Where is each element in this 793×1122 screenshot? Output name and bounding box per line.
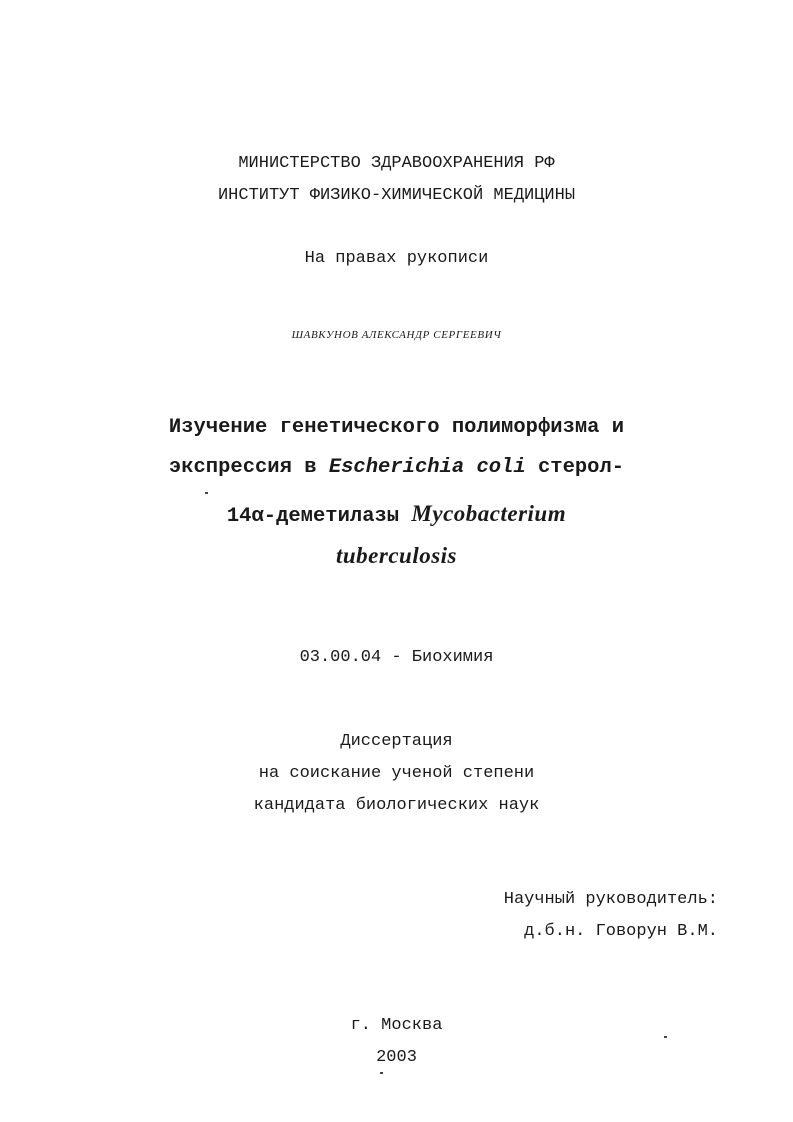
supervisor-label: Научный руководитель: [503,890,718,909]
dissertation-purpose: на соискание ученой степени [258,764,535,783]
title-line-2-suffix: стерол- [525,456,625,479]
dissertation-label: Диссертация [340,732,453,751]
dissertation-degree: кандидата биологических наук [253,796,540,815]
specialty-code: 03.00.04 - Биохимия [299,648,494,667]
scan-speck [664,1036,667,1038]
rights-note: На правах рукописи [304,249,489,268]
title-line-3 [0,501,793,530]
supervisor-name: д.б.н. Говорун В.М. [524,922,718,941]
scan-speck [205,492,208,494]
scan-speck [380,1072,383,1074]
title-species-ecoli: Escherichia coli [328,456,526,479]
author-name: ШАВКУНОВ АЛЕКСАНДР СЕРГЕЕВИЧ [291,329,502,341]
title-species-tuberculosis: tuberculosis [335,543,458,568]
title-line-1: Изучение генетического полиморфизма и [168,416,625,439]
year: 2003 [376,1048,417,1067]
title-line-2-prefix: экспрессия в [168,456,329,479]
title-line-2 [0,455,793,481]
institute-heading: ИНСТИТУТ ФИЗИКО-ХИМИЧЕСКОЙ МЕДИЦИНЫ [217,186,576,205]
title-line-3-prefix: 14α-деметилазы [226,505,412,528]
title-line-4 [0,543,793,572]
title-species-mycobacterium: Mycobacterium [411,501,567,526]
city: г. Москва [350,1016,443,1035]
ministry-heading: МИНИСТЕРСТВО ЗДРАВООХРАНЕНИЯ РФ [238,154,555,173]
